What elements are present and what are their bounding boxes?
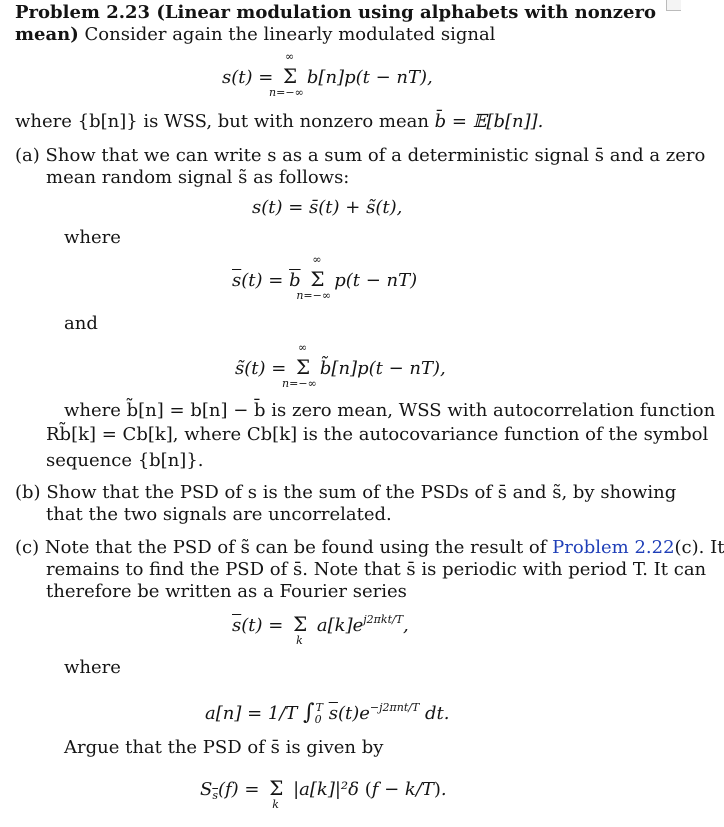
argue-text: Argue that the PSD of s̄ is given by — [64, 737, 384, 758]
equation-random: s̃(t) = Σ ∞ n=−∞ b̃[n]p(t − nT), — [235, 341, 446, 390]
where-mean-line — [15, 111, 543, 133]
where-label-a-text: where — [64, 227, 121, 248]
part-a-line4 — [46, 424, 708, 446]
equation-sum — [252, 197, 402, 218]
problem-link[interactable]: Problem 2.22 — [552, 537, 675, 558]
equation-coefficient: a[n] = 1/T $\int_0^T$ $\overline{s}(t)e^{-j2\pi nt/T}$ dt. — [205, 700, 450, 726]
and-label-text: and — [64, 313, 98, 334]
where-text: where {b[n]} is WSS, but with nonzero mean — [15, 111, 429, 132]
part-a-label: (a) — [15, 145, 40, 166]
part-a-line5 — [46, 450, 204, 472]
part-c-text3: therefore be written as a Fourier series — [46, 581, 407, 602]
argue-line — [64, 737, 383, 759]
problem-title-cont: mean) — [15, 24, 79, 45]
part-c-label: (c) — [15, 537, 40, 558]
problem-intro: Consider again the linearly modulated signal — [84, 24, 496, 45]
where-label-a — [64, 227, 121, 249]
part-b-line1 — [15, 482, 676, 504]
part-c-text1-post: (c). It — [674, 537, 724, 558]
part-b-label: (b) — [15, 482, 41, 503]
part-b-text1: Show that the PSD of s is the sum of the PSDs of s̄ and s̃, by showing — [46, 482, 677, 503]
part-a-text5: sequence {b[n]}. — [46, 450, 204, 471]
part-c-text2: remains to find the PSD of s̄. Note that s̄ is periodic with period T. It can — [46, 559, 707, 580]
part-a-line3 — [64, 400, 715, 422]
and-label — [64, 313, 98, 335]
equation-sum-text: s(t) = s̄(t) + s̃(t), — [252, 197, 403, 218]
part-c-line3 — [46, 581, 407, 603]
problem-intro-line — [15, 24, 495, 46]
corner-mark — [666, 0, 681, 11]
part-c-line1 — [15, 537, 724, 559]
equation-main: s(t) = Σ ∞ n=−∞ b[n]p(t − nT), — [222, 50, 433, 99]
part-c-line2 — [46, 559, 706, 581]
where-label-c — [64, 657, 121, 679]
sum-symbol: Σ ∞ n=−∞ — [269, 50, 304, 99]
part-a-text3: where b̃[n] = b[n] − b̄ is zero mean, WSS with autocorrelation function — [64, 400, 716, 421]
part-b-text2: that the two signals are uncorrelated. — [46, 504, 392, 525]
part-b-line2 — [46, 504, 392, 526]
mean-definition: b̄ = 𝔼[b[n]]. — [434, 111, 544, 132]
part-a-line2 — [46, 167, 349, 189]
equation-fourier: $\overline{s}(t) = \Sigma$ k $a[k]e^{j2\pi kt/T}$, — [232, 612, 409, 647]
part-a-text4: Rb̃[k] = Cb[k], where Cb[k] is the autocovariance function of the symbol — [46, 424, 709, 445]
part-c-text1-pre: Note that the PSD of s̃ can be found using the result of — [44, 537, 547, 558]
equation-psd: $S_{\overline{s}}(f) = \Sigma$ k |a[k]|²δ (f − k/T). — [200, 776, 447, 811]
problem-title-line — [15, 2, 656, 24]
part-a-text1: Show that we can write s as a sum of a deterministic signal s̄ and a zero — [45, 145, 706, 166]
equation-deterministic: $\overline{s}(t) = \overline{b}$ Σ ∞ n=−∞ p(t − nT) — [232, 253, 418, 302]
part-a-line1 — [15, 145, 705, 167]
part-a-text2: mean random signal s̃ as follows: — [46, 167, 350, 188]
where-label-c-text: where — [64, 657, 121, 678]
problem-title: Problem 2.23 (Linear modulation using alphabets with nonzero — [15, 2, 656, 23]
